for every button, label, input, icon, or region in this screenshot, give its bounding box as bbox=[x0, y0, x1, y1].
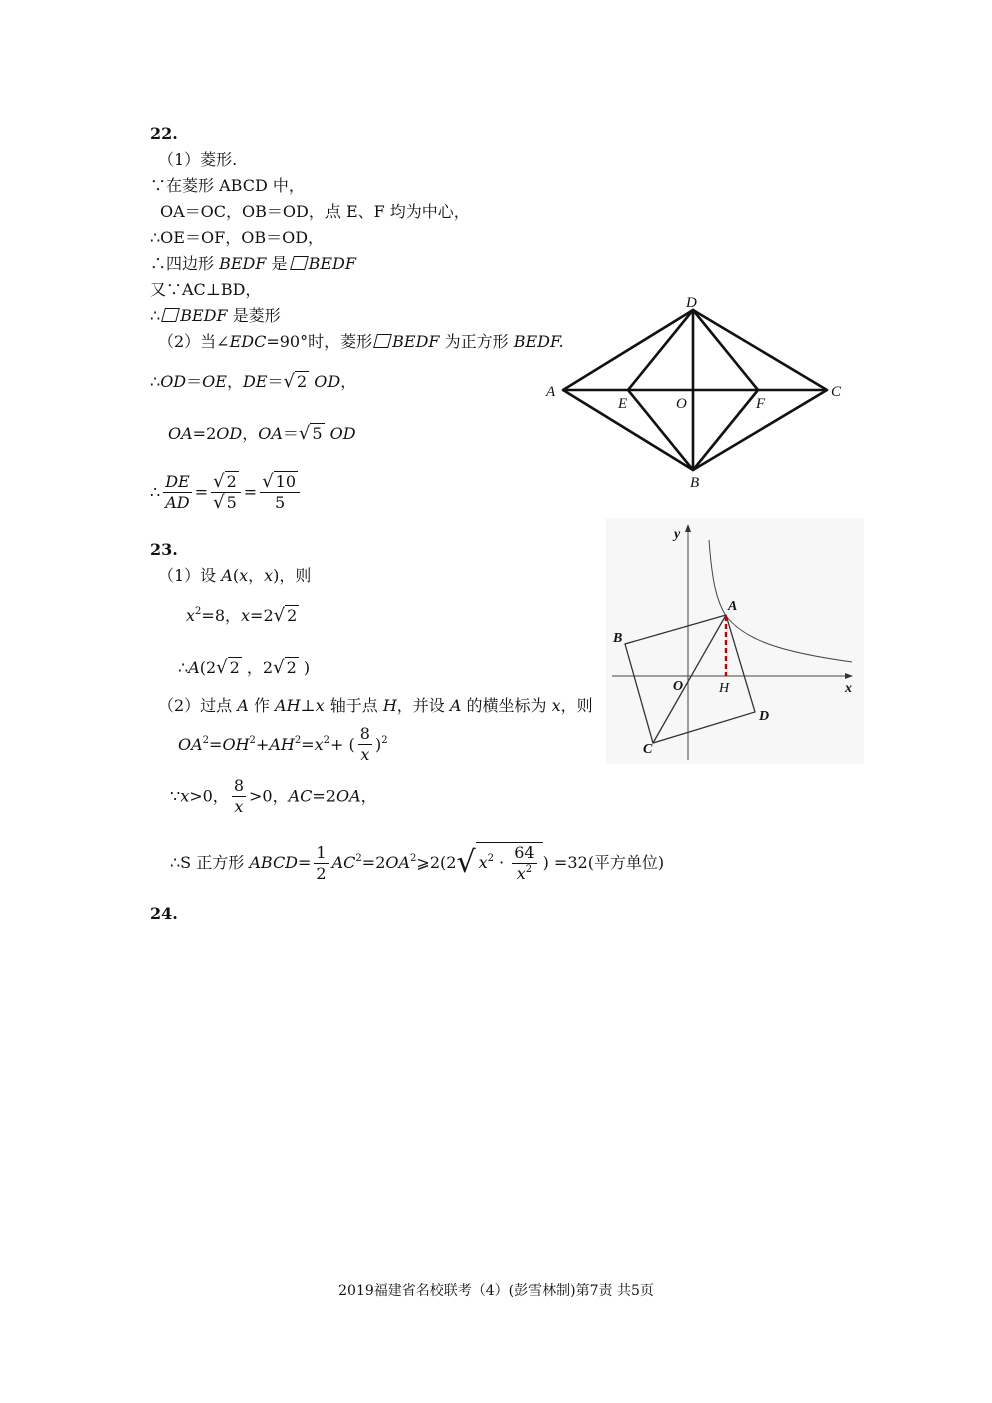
label-x: x bbox=[845, 681, 852, 696]
q23-line3: ∴A(2√ 2 ，2√ 2 ) bbox=[178, 657, 311, 678]
label-f: F bbox=[756, 396, 766, 412]
sqrt-expression: √ $x^2$ · $\frac{64}{x^2}$ bbox=[456, 842, 542, 884]
q22-line10: OA=2OD，OA＝√ 5 OD bbox=[168, 423, 356, 444]
parallelogram-icon bbox=[290, 256, 309, 270]
fraction-sqrt2-sqrt5: $\frac{√ 2}{√ 5}$ bbox=[211, 472, 241, 513]
q22-line7: ∴ BEDF 是菱形 bbox=[150, 306, 281, 325]
fraction-sqrt10-5: $\frac{√ 10}{5}$ bbox=[260, 472, 300, 513]
label-h: H bbox=[719, 681, 730, 696]
q23-line2: $x^2=8$，x=2√ 2 bbox=[186, 605, 298, 626]
parallelogram-icon bbox=[373, 334, 392, 348]
fraction-64-over-x2: $\frac{64}{x^2}$ bbox=[514, 843, 535, 883]
q22-number: 22. bbox=[150, 124, 178, 143]
q23-line6: ∵x>0， $\frac{8}{x}$ >0，AC=2OA， bbox=[170, 776, 377, 816]
label-d: D bbox=[759, 709, 770, 724]
fraction-8-over-x: $\frac{8}{x}$ bbox=[359, 724, 370, 764]
q22-line1: （1）菱形. bbox=[158, 150, 238, 169]
fraction-de-ad: $\frac{DE}{AD}$ bbox=[165, 472, 190, 512]
label-a: A bbox=[546, 384, 556, 400]
sqrt-expression: √ 5 bbox=[298, 423, 323, 444]
label-b: B bbox=[613, 631, 623, 646]
fraction-one-half: $\frac{1}{2}$ bbox=[316, 842, 327, 883]
label-b: B bbox=[690, 475, 700, 490]
q22-line2: ∵在菱形 ABCD 中， bbox=[150, 176, 305, 195]
q23-number: 23. bbox=[150, 540, 178, 559]
fraction-8-over-x: $\frac{8}{x}$ bbox=[233, 776, 244, 816]
page-footer: 2019福建省名校联考（4）(彭雪林制)第7责 共5页 bbox=[338, 1283, 654, 1299]
label-c: C bbox=[643, 742, 653, 757]
q22-line9: ∴OD＝OE，DE＝√ 2 OD， bbox=[150, 371, 357, 392]
q22-line4: ∴OE＝OF，OB＝OD， bbox=[150, 228, 325, 247]
q23-line1: （1）设 A(x，x)，则 bbox=[158, 566, 312, 585]
sqrt-expression: √ 2 bbox=[216, 657, 240, 678]
q23-line7: ∴S 正方形 ABCD= $\frac{1}{2}$ $AC^2=2OA^2⩾2(2√$ $x^2$ · $\frac{64}{x^2}$ ) =32(平方单位) bbox=[170, 842, 665, 883]
label-y: y bbox=[674, 527, 681, 542]
label-d: D bbox=[686, 295, 697, 311]
label-a: A bbox=[728, 599, 738, 614]
label-e: E bbox=[618, 396, 628, 412]
q22-line8: （2）当∠EDC=90°时，菱形 BEDF 为正方形 BEDF. bbox=[158, 332, 564, 351]
label-o: O bbox=[673, 679, 684, 694]
sqrt-expression: √ 2 bbox=[273, 657, 297, 678]
q24-number: 24. bbox=[150, 904, 178, 923]
hyperbola-square-figure bbox=[606, 518, 864, 764]
label-o: O bbox=[676, 396, 687, 412]
q22-line6: 又∵AC⊥BD， bbox=[150, 280, 262, 299]
q23-line4: （2）过点 A 作 AH⊥x 轴于点 H，并设 A 的横坐标为 x，则 bbox=[158, 696, 593, 715]
q22-line3: OA＝OC，OB＝OD，点 E、F 均为中心， bbox=[160, 202, 470, 221]
sqrt-expression: √ 2 bbox=[283, 371, 308, 392]
sqrt-expression: √ 2 bbox=[273, 605, 298, 626]
q22-line5: ∴四边形 BEDF 是 BEDF bbox=[150, 254, 356, 273]
label-c: C bbox=[831, 384, 842, 400]
parallelogram-icon bbox=[161, 308, 180, 322]
rhombus-figure bbox=[540, 290, 850, 490]
q22-line11: ∴ $\frac{DE}{AD}$ = $\frac{√ 2}{√ 5}$ = $\frac{√ 10}{5}$ bbox=[150, 472, 303, 513]
q23-line5: $OA^2=OH^2+AH^2=x^2+$ ( $\frac{8}{x}$ )$^2$ bbox=[178, 724, 388, 764]
